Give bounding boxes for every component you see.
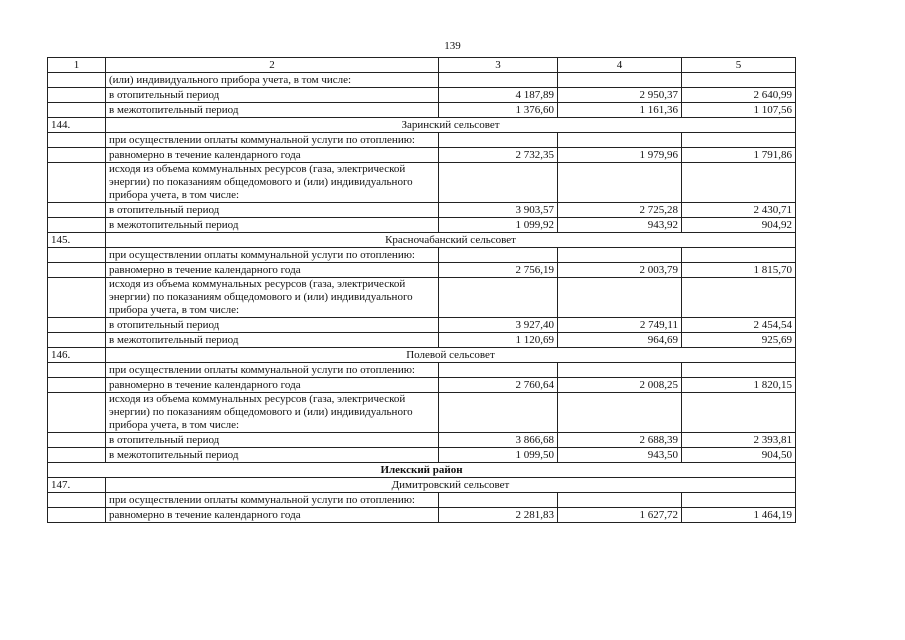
value-cell-col4: 943,50 — [558, 448, 682, 463]
value-cell-col4 — [558, 493, 682, 508]
description-cell: равномерно в течение календарного года — [106, 263, 439, 278]
table-row — [48, 318, 796, 333]
row-number-cell — [48, 248, 106, 263]
value-cell-col5: 2 454,54 — [682, 318, 796, 333]
section-row — [48, 118, 796, 133]
row-number-cell — [48, 378, 106, 393]
page-number: 139 — [444, 40, 461, 52]
region-row — [48, 463, 796, 478]
value-cell-col5: 2 393,81 — [682, 433, 796, 448]
value-cell-col5: 904,92 — [682, 218, 796, 233]
table-row — [48, 88, 796, 103]
section-title: Заринский сельсовет — [106, 118, 796, 133]
value-cell-col4 — [558, 393, 682, 433]
value-cell-col5 — [682, 133, 796, 148]
description-cell: равномерно в течение календарного года — [106, 508, 439, 523]
table-row — [48, 163, 796, 203]
table-row — [48, 133, 796, 148]
value-cell-col5: 2 430,71 — [682, 203, 796, 218]
description-cell: исходя из объема коммунальных ресурсов (газа, электрической энергии) по показаниям общедомового и (или) индивидуального прибора учета, в том числе: — [106, 393, 439, 433]
value-cell-col5: 1 820,15 — [682, 378, 796, 393]
section-number: 144. — [48, 118, 106, 133]
section-number: 146. — [48, 348, 106, 363]
value-cell-col4: 2 725,28 — [558, 203, 682, 218]
value-cell-col4: 1 161,36 — [558, 103, 682, 118]
row-number-cell — [48, 393, 106, 433]
description-cell: в отопительный период — [106, 433, 439, 448]
value-cell-col3: 2 281,83 — [439, 508, 558, 523]
table-row — [48, 73, 796, 88]
table-row — [48, 103, 796, 118]
value-cell-col4 — [558, 248, 682, 263]
value-cell-col3: 1 099,50 — [439, 448, 558, 463]
section-title: Красночабанский сельсовет — [106, 233, 796, 248]
value-cell-col3 — [439, 133, 558, 148]
description-cell: в межотопительный период — [106, 218, 439, 233]
tariff-table — [47, 57, 796, 523]
row-number-cell — [48, 203, 106, 218]
column-header: 2 — [106, 58, 439, 73]
section-number: 147. — [48, 478, 106, 493]
value-cell-col3: 2 732,35 — [439, 148, 558, 163]
value-cell-col5: 1 815,70 — [682, 263, 796, 278]
value-cell-col5 — [682, 163, 796, 203]
table-row — [48, 448, 796, 463]
table-row — [48, 378, 796, 393]
row-number-cell — [48, 88, 106, 103]
table-row — [48, 508, 796, 523]
table-row — [48, 393, 796, 433]
row-number-cell — [48, 263, 106, 278]
value-cell-col4: 2 003,79 — [558, 263, 682, 278]
value-cell-col5: 2 640,99 — [682, 88, 796, 103]
row-number-cell — [48, 103, 106, 118]
table-row — [48, 263, 796, 278]
value-cell-col3: 1 120,69 — [439, 333, 558, 348]
value-cell-col4: 1 979,96 — [558, 148, 682, 163]
value-cell-col3: 1 376,60 — [439, 103, 558, 118]
description-cell: равномерно в течение календарного года — [106, 148, 439, 163]
value-cell-col5: 925,69 — [682, 333, 796, 348]
table-row — [48, 363, 796, 378]
value-cell-col4 — [558, 163, 682, 203]
description-cell: при осуществлении оплаты коммунальной услуги по отоплению: — [106, 363, 439, 378]
description-cell: в отопительный период — [106, 318, 439, 333]
value-cell-col3: 1 099,92 — [439, 218, 558, 233]
row-number-cell — [48, 218, 106, 233]
value-cell-col5: 904,50 — [682, 448, 796, 463]
value-cell-col3 — [439, 73, 558, 88]
value-cell-col3: 3 903,57 — [439, 203, 558, 218]
row-number-cell — [48, 448, 106, 463]
value-cell-col4: 2 008,25 — [558, 378, 682, 393]
column-header: 4 — [558, 58, 682, 73]
value-cell-col5 — [682, 393, 796, 433]
section-row — [48, 348, 796, 363]
value-cell-col3: 2 756,19 — [439, 263, 558, 278]
value-cell-col5 — [682, 73, 796, 88]
row-number-cell — [48, 363, 106, 378]
column-header: 1 — [48, 58, 106, 73]
description-cell: при осуществлении оплаты коммунальной услуги по отоплению: — [106, 493, 439, 508]
description-cell: при осуществлении оплаты коммунальной услуги по отоплению: — [106, 133, 439, 148]
description-cell: в межотопительный период — [106, 333, 439, 348]
table-row — [48, 333, 796, 348]
value-cell-col3 — [439, 163, 558, 203]
value-cell-col3 — [439, 363, 558, 378]
row-number-cell — [48, 148, 106, 163]
row-number-cell — [48, 318, 106, 333]
value-cell-col3: 3 866,68 — [439, 433, 558, 448]
value-cell-col5: 1 791,86 — [682, 148, 796, 163]
value-cell-col4 — [558, 278, 682, 318]
value-cell-col4 — [558, 73, 682, 88]
table-row — [48, 218, 796, 233]
table-row — [48, 493, 796, 508]
value-cell-col4: 2 688,39 — [558, 433, 682, 448]
row-number-cell — [48, 73, 106, 88]
description-cell: в межотопительный период — [106, 448, 439, 463]
section-row — [48, 233, 796, 248]
column-header: 5 — [682, 58, 796, 73]
column-header: 3 — [439, 58, 558, 73]
value-cell-col3: 3 927,40 — [439, 318, 558, 333]
value-cell-col5 — [682, 278, 796, 318]
section-number: 145. — [48, 233, 106, 248]
table-row — [48, 203, 796, 218]
value-cell-col5 — [682, 493, 796, 508]
value-cell-col3 — [439, 248, 558, 263]
description-cell: в отопительный период — [106, 88, 439, 103]
value-cell-col4: 964,69 — [558, 333, 682, 348]
value-cell-col3 — [439, 393, 558, 433]
value-cell-col3 — [439, 278, 558, 318]
value-cell-col5: 1 107,56 — [682, 103, 796, 118]
value-cell-col5 — [682, 248, 796, 263]
value-cell-col4 — [558, 363, 682, 378]
description-cell: исходя из объема коммунальных ресурсов (газа, электрической энергии) по показаниям общедомового и (или) индивидуального прибора учета, в том числе: — [106, 278, 439, 318]
value-cell-col4: 2 749,11 — [558, 318, 682, 333]
row-number-cell — [48, 163, 106, 203]
value-cell-col4: 1 627,72 — [558, 508, 682, 523]
row-number-cell — [48, 508, 106, 523]
table-header-row — [48, 58, 796, 73]
value-cell-col5 — [682, 363, 796, 378]
value-cell-col3 — [439, 493, 558, 508]
table-row — [48, 433, 796, 448]
row-number-cell — [48, 333, 106, 348]
section-title: Полевой сельсовет — [106, 348, 796, 363]
row-number-cell — [48, 278, 106, 318]
description-cell: в отопительный период — [106, 203, 439, 218]
description-cell: (или) индивидуального прибора учета, в том числе: — [106, 73, 439, 88]
section-title: Димитровский сельсовет — [106, 478, 796, 493]
value-cell-col3: 4 187,89 — [439, 88, 558, 103]
table-row — [48, 278, 796, 318]
value-cell-col4: 943,92 — [558, 218, 682, 233]
table-row — [48, 148, 796, 163]
value-cell-col4 — [558, 133, 682, 148]
description-cell: в межотопительный период — [106, 103, 439, 118]
value-cell-col5: 1 464,19 — [682, 508, 796, 523]
value-cell-col3: 2 760,64 — [439, 378, 558, 393]
description-cell: исходя из объема коммунальных ресурсов (газа, электрической энергии) по показаниям общедомового и (или) индивидуального прибора учета, в том числе: — [106, 163, 439, 203]
table-row — [48, 248, 796, 263]
row-number-cell — [48, 433, 106, 448]
row-number-cell — [48, 493, 106, 508]
description-cell: равномерно в течение календарного года — [106, 378, 439, 393]
description-cell: при осуществлении оплаты коммунальной услуги по отоплению: — [106, 248, 439, 263]
region-title: Илекский район — [48, 463, 796, 478]
value-cell-col4: 2 950,37 — [558, 88, 682, 103]
section-row — [48, 478, 796, 493]
row-number-cell — [48, 133, 106, 148]
